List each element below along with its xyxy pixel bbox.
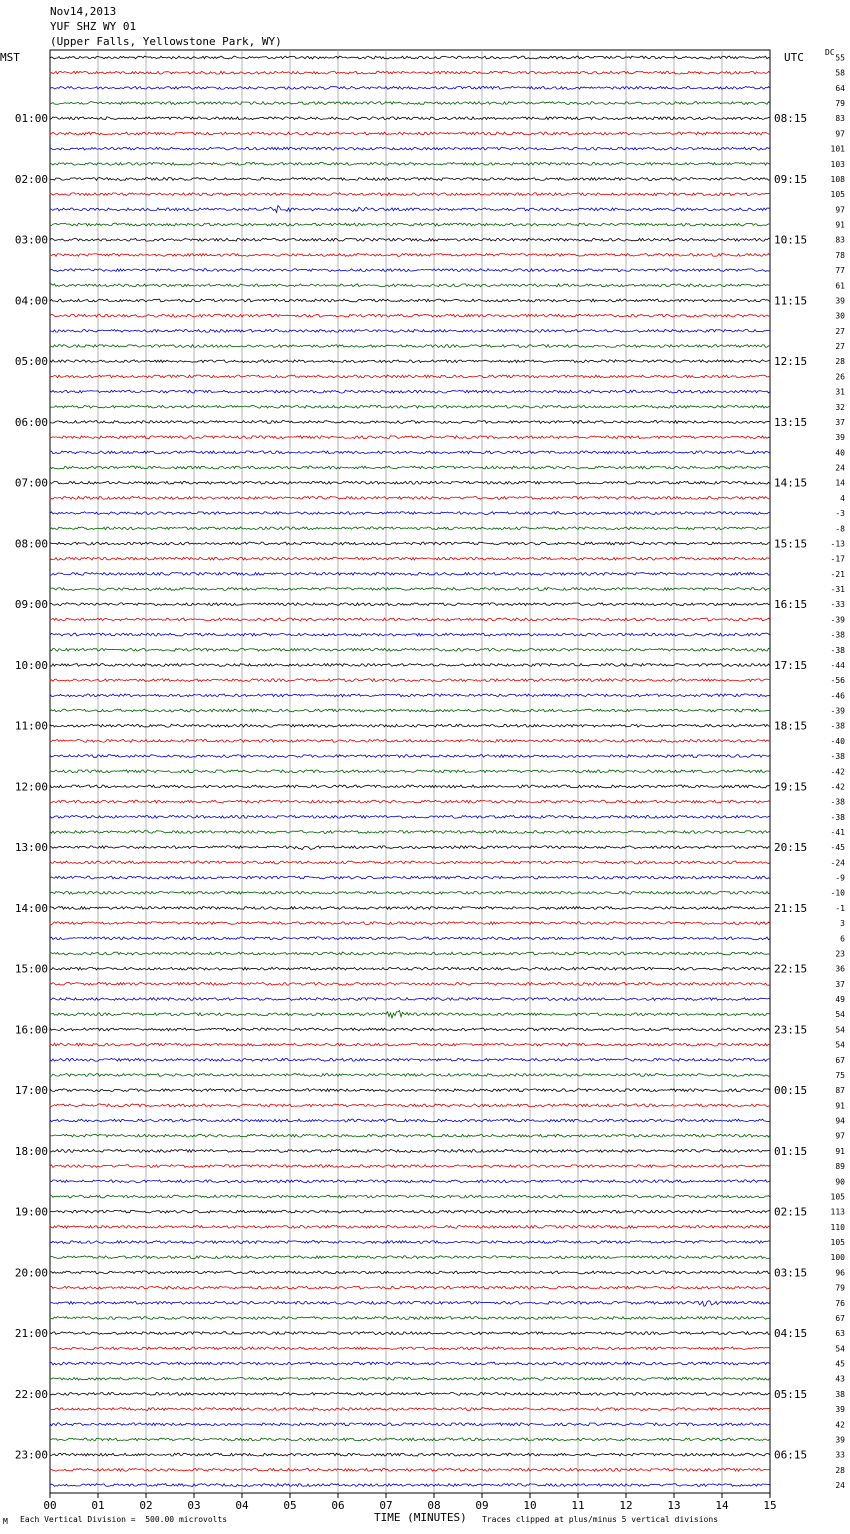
dc-offset-label: 79 — [835, 99, 845, 109]
utc-hour-label: 02:15 — [774, 1205, 808, 1219]
trace-row — [50, 1256, 770, 1259]
dc-offset-label: -17 — [830, 554, 845, 564]
trace-row — [50, 557, 770, 560]
trace-row — [50, 1468, 770, 1471]
x-tick-label: 06 — [331, 1499, 345, 1512]
x-tick-label: 03 — [187, 1499, 201, 1512]
dc-offset-label: 42 — [835, 1420, 845, 1430]
dc-offset-label: 3 — [840, 919, 845, 929]
trace-row — [50, 755, 770, 758]
mst-hour-label: 23:00 — [14, 1448, 48, 1462]
dc-offset-label: 4 — [840, 493, 845, 503]
trace-row — [50, 861, 770, 864]
x-tick-label: 12 — [619, 1499, 633, 1512]
dc-offset-label: -39 — [830, 706, 845, 716]
dc-offset-label: 40 — [835, 448, 845, 458]
x-tick-label: 01 — [91, 1499, 105, 1512]
trace-row — [50, 648, 770, 651]
dc-offset-label: 89 — [835, 1162, 845, 1172]
utc-hour-label: 14:15 — [774, 476, 808, 490]
trace-row — [50, 1210, 770, 1213]
trace-row — [50, 724, 770, 727]
trace-row — [50, 1347, 770, 1350]
trace-row — [50, 1028, 770, 1031]
utc-hour-label: 08:15 — [774, 112, 808, 126]
trace-row — [50, 1408, 770, 1411]
trace-row — [50, 451, 770, 454]
trace-row — [50, 876, 770, 879]
x-tick-label: 13 — [667, 1499, 681, 1512]
trace-row — [50, 542, 770, 545]
mst-hour-label: 12:00 — [14, 780, 48, 794]
trace-row — [50, 1438, 770, 1441]
dc-offset-label: 67 — [835, 1313, 845, 1323]
dc-offset-label: 54 — [835, 1010, 845, 1020]
dc-offset-label: 54 — [835, 1025, 845, 1035]
x-tick-label: 02 — [139, 1499, 153, 1512]
trace-row — [50, 907, 770, 910]
trace-row — [50, 284, 770, 287]
mst-hour-label: 06:00 — [14, 415, 48, 429]
trace-row — [50, 330, 770, 333]
trace-row — [50, 633, 770, 636]
trace-row — [50, 193, 770, 196]
mst-hour-label: 13:00 — [14, 841, 48, 855]
mst-hour-label: 20:00 — [14, 1266, 48, 1280]
mst-hour-label: 07:00 — [14, 476, 48, 490]
scale-note: Each Vertical Division = 500.00 microvolts — [20, 1515, 228, 1524]
dc-offset-label: 110 — [830, 1222, 845, 1232]
dc-offset-label: -42 — [830, 767, 845, 777]
trace-row — [50, 815, 770, 818]
dc-offset-label: 97 — [835, 205, 845, 215]
dc-offset-label: -46 — [830, 691, 845, 701]
trace-row — [50, 56, 770, 59]
utc-label: UTC — [784, 51, 804, 64]
trace-row — [50, 1180, 770, 1183]
dc-offset-label: 33 — [835, 1450, 845, 1460]
dc-offset-label: 79 — [835, 1283, 845, 1293]
mst-hour-label: 01:00 — [14, 112, 48, 126]
dc-offset-label: 55 — [835, 53, 845, 63]
trace-row — [50, 162, 770, 165]
mst-hour-label: 08:00 — [14, 537, 48, 551]
utc-hour-label: 15:15 — [774, 537, 808, 551]
dc-offset-label: 24 — [835, 1481, 845, 1490]
trace-row — [50, 922, 770, 925]
trace-row — [50, 147, 770, 150]
dc-offset-label: 38 — [835, 1389, 845, 1399]
trace-row — [50, 1301, 770, 1306]
utc-hour-label: 22:15 — [774, 962, 808, 976]
dc-offset-label: 103 — [830, 159, 845, 169]
utc-hour-label: 20:15 — [774, 841, 808, 855]
trace-row — [50, 132, 770, 135]
trace-row — [50, 1271, 770, 1274]
trace-row — [50, 967, 770, 970]
trace-row — [50, 983, 770, 986]
x-tick-label: 05 — [283, 1499, 297, 1512]
dc-offset-label: 100 — [830, 1253, 845, 1263]
trace-row — [50, 603, 770, 606]
x-tick-label: 11 — [571, 1499, 585, 1512]
dc-offset-label: -39 — [830, 615, 845, 625]
dc-offset-label: 94 — [835, 1116, 845, 1126]
dc-offset-label: 24 — [835, 463, 845, 473]
dc-offset-label: 28 — [835, 357, 845, 367]
trace-row — [50, 1484, 770, 1487]
x-tick-label: 07 — [379, 1499, 393, 1512]
trace-row — [50, 1011, 770, 1018]
trace-row — [50, 1377, 770, 1380]
trace-row — [50, 497, 770, 500]
trace-row — [50, 740, 770, 743]
trace-row — [50, 1058, 770, 1061]
dc-offset-label: 76 — [835, 1298, 845, 1308]
dc-offset-label: -38 — [830, 630, 845, 640]
dc-offset-label: 36 — [835, 964, 845, 974]
dc-offset-label: 45 — [835, 1359, 845, 1369]
x-tick-label: 10 — [523, 1499, 537, 1512]
dc-offset-label: -33 — [830, 600, 845, 610]
trace-row — [50, 1150, 770, 1153]
dc-offset-label: 54 — [835, 1040, 845, 1050]
dc-offset-label: 28 — [835, 1465, 845, 1475]
dc-offset-label: 91 — [835, 220, 845, 230]
dc-offset-label: 30 — [835, 311, 845, 321]
dc-offset-label: -38 — [830, 645, 845, 655]
mst-hour-label: 05:00 — [14, 355, 48, 369]
mst-hour-label: 11:00 — [14, 719, 48, 733]
trace-row — [50, 254, 770, 257]
dc-offset-label: 6 — [840, 934, 845, 944]
utc-hour-label: 17:15 — [774, 658, 808, 672]
x-tick-label: 14 — [715, 1499, 729, 1512]
mst-hour-label: 15:00 — [14, 962, 48, 976]
trace-row — [50, 800, 770, 803]
trace-row — [50, 1362, 770, 1365]
utc-hour-label: 19:15 — [774, 780, 808, 794]
dc-offset-label: 37 — [835, 979, 845, 989]
dc-offset-label: 91 — [835, 1146, 845, 1156]
utc-hour-label: 23:15 — [774, 1023, 808, 1037]
trace-row — [50, 102, 770, 105]
dc-offset-label: 83 — [835, 235, 845, 245]
dc-offset-label: -45 — [830, 843, 845, 853]
dc-offset-label: 14 — [835, 478, 845, 488]
mst-hour-label: 21:00 — [14, 1327, 48, 1341]
trace-row — [50, 709, 770, 712]
dc-offset-label: -38 — [830, 797, 845, 807]
trace-row — [50, 679, 770, 682]
trace-row — [50, 1286, 770, 1289]
trace-row — [50, 375, 770, 378]
dc-offset-label: -13 — [830, 539, 845, 549]
trace-row — [50, 1393, 770, 1396]
trace-row — [50, 1043, 770, 1046]
trace-row — [50, 466, 770, 469]
dc-offset-label: 87 — [835, 1086, 845, 1096]
utc-hour-label: 01:15 — [774, 1144, 808, 1158]
dc-offset-label: 39 — [835, 1435, 845, 1445]
dc-offset-label: 39 — [835, 1405, 845, 1415]
trace-row — [50, 770, 770, 773]
dc-offset-label: -9 — [835, 873, 845, 883]
trace-row — [50, 1165, 770, 1168]
dc-offset-label: 64 — [835, 83, 845, 93]
utc-hour-label: 13:15 — [774, 415, 808, 429]
dc-offset-label: 63 — [835, 1329, 845, 1339]
trace-row — [50, 831, 770, 834]
trace-row — [50, 1423, 770, 1426]
trace-row — [50, 1089, 770, 1092]
dc-offset-label: 26 — [835, 372, 845, 382]
dc-offset-label: -40 — [830, 736, 845, 746]
mst-hour-label: 22:00 — [14, 1387, 48, 1401]
dc-offset-label: 39 — [835, 296, 845, 306]
trace-row — [50, 238, 770, 241]
dc-offset-label: 97 — [835, 1131, 845, 1141]
dc-offset-label: 23 — [835, 949, 845, 959]
trace-row — [50, 937, 770, 940]
dc-offset-label: 58 — [835, 68, 845, 78]
trace-row — [50, 664, 770, 667]
dc-offset-label: -21 — [830, 569, 845, 579]
dc-offset-label: 101 — [830, 144, 845, 154]
x-tick-label: 15 — [763, 1499, 777, 1512]
header-station: YUF SHZ WY 01 — [50, 20, 137, 33]
dc-offset-label: -3 — [835, 509, 845, 519]
trace-row — [50, 998, 770, 1001]
trace-row — [50, 436, 770, 439]
dc-offset-label: -38 — [830, 721, 845, 731]
mst-hour-label: 19:00 — [14, 1205, 48, 1219]
dc-offset-label: -24 — [830, 858, 845, 868]
utc-hour-label: 18:15 — [774, 719, 808, 733]
dc-offset-label: -44 — [830, 660, 845, 670]
dc-offset-label: 31 — [835, 387, 845, 397]
dc-offset-label: -56 — [830, 676, 845, 686]
trace-row — [50, 1104, 770, 1107]
trace-row — [50, 71, 770, 74]
trace-row — [50, 390, 770, 393]
utc-hour-label: 00:15 — [774, 1084, 808, 1098]
trace-row — [50, 1134, 770, 1137]
x-tick-label: 08 — [427, 1499, 441, 1512]
dc-offset-label: -38 — [830, 812, 845, 822]
trace-row — [50, 1225, 770, 1228]
mst-hour-label: 17:00 — [14, 1084, 48, 1098]
mst-hour-label: 14:00 — [14, 901, 48, 915]
trace-row — [50, 405, 770, 408]
dc-offset-label: 27 — [835, 342, 845, 352]
trace-row — [50, 527, 770, 530]
dc-offset-label: 91 — [835, 1101, 845, 1111]
trace-row — [50, 1074, 770, 1077]
utc-hour-label: 11:15 — [774, 294, 808, 308]
utc-hour-label: 10:15 — [774, 233, 808, 247]
mst-hour-label: 16:00 — [14, 1023, 48, 1037]
dc-offset-label: 78 — [835, 250, 845, 260]
dc-offset-label: -8 — [835, 524, 845, 534]
dc-offset-label: 97 — [835, 129, 845, 139]
trace-row — [50, 299, 770, 302]
trace-row — [50, 1195, 770, 1198]
dc-offset-label: -1 — [835, 903, 845, 913]
trace-row — [50, 1241, 770, 1244]
dc-offset-label: 108 — [830, 174, 845, 184]
trace-row — [50, 572, 770, 575]
utc-hour-label: 06:15 — [774, 1448, 808, 1462]
trace-row — [50, 952, 770, 955]
dc-offset-label: 113 — [830, 1207, 845, 1217]
dc-offset-label: -41 — [830, 827, 845, 837]
trace-row — [50, 1317, 770, 1320]
dc-offset-label: -31 — [830, 585, 845, 595]
x-tick-label: 00 — [43, 1499, 57, 1512]
dc-offset-label: 90 — [835, 1177, 845, 1187]
utc-hour-label: 04:15 — [774, 1327, 808, 1341]
dc-offset-label: 105 — [830, 190, 845, 200]
dc-label: DC — [825, 48, 835, 57]
dc-offset-label: 54 — [835, 1344, 845, 1354]
mst-hour-label: 02:00 — [14, 172, 48, 186]
trace-row — [50, 694, 770, 697]
dc-offset-label: 105 — [830, 1238, 845, 1248]
dc-offset-label: 49 — [835, 995, 845, 1005]
mst-hour-label: 18:00 — [14, 1144, 48, 1158]
corner-mark: M — [3, 1517, 8, 1526]
trace-row — [50, 1332, 770, 1335]
dc-offset-label: 83 — [835, 114, 845, 124]
utc-hour-label: 12:15 — [774, 355, 808, 369]
dc-offset-label: -10 — [830, 888, 845, 898]
x-axis-title: TIME (MINUTES) — [374, 1511, 467, 1524]
dc-offset-label: 75 — [835, 1070, 845, 1080]
trace-row — [50, 1453, 770, 1456]
utc-hour-label: 05:15 — [774, 1387, 808, 1401]
utc-hour-label: 21:15 — [774, 901, 808, 915]
mst-hour-label: 04:00 — [14, 294, 48, 308]
trace-row — [50, 891, 770, 894]
clip-note: Traces clipped at plus/minus 5 vertical divisions — [482, 1515, 719, 1524]
utc-hour-label: 03:15 — [774, 1266, 808, 1280]
trace-row — [50, 360, 770, 363]
dc-offset-label: 37 — [835, 417, 845, 427]
trace-row — [50, 618, 770, 621]
dc-offset-label: -38 — [830, 752, 845, 762]
trace-row — [50, 421, 770, 424]
mst-hour-label: 03:00 — [14, 233, 48, 247]
mst-label: MST — [0, 51, 20, 64]
dc-offset-label: 39 — [835, 433, 845, 443]
trace-row — [50, 785, 770, 788]
x-tick-label: 04 — [235, 1499, 249, 1512]
dc-offset-label: 43 — [835, 1374, 845, 1384]
trace-row — [50, 223, 770, 226]
header-location: (Upper Falls, Yellowstone Park, WY) — [50, 35, 282, 48]
trace-row — [50, 87, 770, 90]
dc-offset-label: 67 — [835, 1055, 845, 1065]
mst-hour-label: 09:00 — [14, 598, 48, 612]
dc-offset-label: -42 — [830, 782, 845, 792]
dc-offset-label: 32 — [835, 402, 845, 412]
trace-row — [50, 314, 770, 317]
trace-row — [50, 588, 770, 591]
trace-row — [50, 512, 770, 515]
dc-offset-label: 105 — [830, 1192, 845, 1202]
dc-offset-label: 96 — [835, 1268, 845, 1278]
trace-row — [50, 481, 770, 484]
utc-hour-label: 09:15 — [774, 172, 808, 186]
trace-row — [50, 178, 770, 181]
header-date: Nov14,2013 — [50, 5, 117, 18]
trace-row — [50, 117, 770, 120]
dc-offset-label: 77 — [835, 266, 845, 276]
trace-row — [50, 345, 770, 348]
trace-row — [50, 269, 770, 272]
utc-hour-label: 16:15 — [774, 598, 808, 612]
dc-offset-label: 61 — [835, 281, 845, 291]
trace-row — [50, 1119, 770, 1122]
x-tick-label: 09 — [475, 1499, 489, 1512]
mst-hour-label: 10:00 — [14, 658, 48, 672]
trace-row — [50, 846, 770, 850]
trace-row — [50, 206, 770, 213]
dc-offset-label: 27 — [835, 326, 845, 336]
